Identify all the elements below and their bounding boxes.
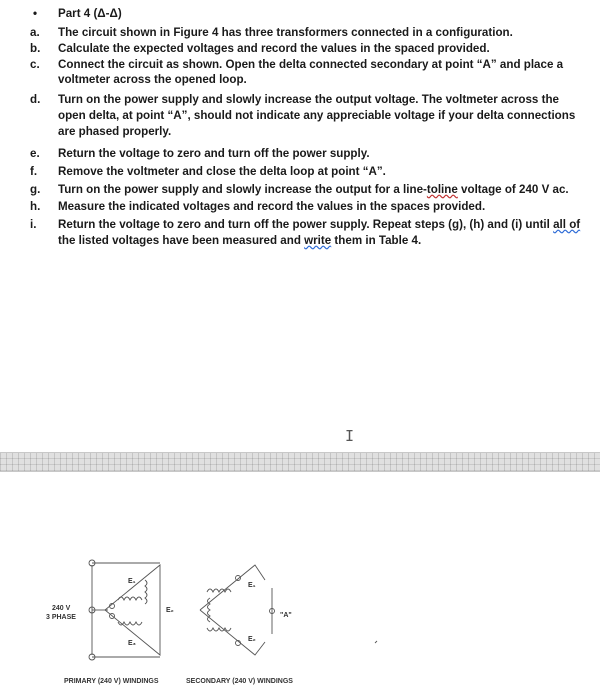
part-heading: Part 4 (Δ-Δ) — [58, 7, 122, 20]
heading-bullet: • — [33, 7, 38, 20]
page-separator — [0, 452, 600, 472]
table-reference: Table 4 — [378, 234, 418, 247]
transformer-circuit-diagram — [0, 470, 600, 700]
step-text: Calculate the expected voltages and record the values in the spaced provided. — [58, 42, 490, 55]
step-text: Measure the indicated voltages and record the values in the spaces provided. — [58, 200, 486, 213]
step-text: Return the voltage to zero and turn off the power supply. — [58, 147, 370, 160]
step-text: Turn on the power supply and slowly increase the output voltage. The voltmeter across the — [58, 93, 559, 106]
supply-phase-label: 3 PHASE — [46, 614, 76, 621]
e1-label: E₁ — [128, 578, 136, 585]
secondary-e1-label: E₁ — [248, 582, 256, 589]
step-text: Turn on the power supply and slowly increase the output for a line-toline voltage of 240 V ac. — [58, 183, 569, 196]
primary-caption: PRIMARY (240 V) WINDINGS — [64, 678, 159, 685]
secondary-caption: SECONDARY (240 V) WINDINGS — [186, 678, 293, 685]
e3-label: E₃ — [128, 640, 136, 647]
supply-voltage-label: 240 V — [52, 605, 71, 612]
step-text: Connect the circuit as shown. Open the delta connected secondary at point “A” and place a — [58, 58, 564, 71]
figure-reference: Figure 4 — [173, 26, 219, 39]
step-marker: f. — [30, 165, 38, 178]
step-text: The circuit shown in Figure 4 has three transformers connected in a configuration. — [58, 26, 513, 39]
grammar-squiggle: all of — [553, 218, 581, 231]
step-marker: a. — [30, 26, 40, 39]
point-a-label: "A" — [280, 612, 292, 619]
text-cursor-icon: I — [345, 427, 355, 445]
step-text: Remove the voltmeter and close the delta loop at point “A”. — [58, 165, 386, 178]
step-marker: e. — [30, 147, 40, 160]
step-marker: h. — [30, 200, 41, 213]
step-text: voltmeter across the opened loop. — [58, 73, 247, 86]
step-marker: g. — [30, 183, 41, 196]
figure-4-diagram — [0, 470, 600, 700]
grammar-squiggle: write — [304, 234, 332, 247]
step-marker: c. — [30, 58, 40, 71]
step-text: the listed voltages have been measured and write them in Table 4. — [58, 234, 422, 247]
step-marker: b. — [30, 42, 41, 55]
step-marker: d. — [30, 93, 41, 106]
step-text: open delta, at point “A”, should not indicate any appreciable voltage if your delta connections — [58, 109, 576, 122]
spelling-squiggle: toline — [426, 183, 458, 196]
step-text: are phased properly. — [58, 125, 172, 138]
step-marker: i. — [30, 218, 37, 231]
secondary-e2-label: E₂ — [248, 636, 256, 643]
e2-label: E₂ — [166, 607, 174, 614]
step-text: Return the voltage to zero and turn off the power supply. Repeat steps (g), (h) and (i) until all of — [58, 218, 581, 231]
